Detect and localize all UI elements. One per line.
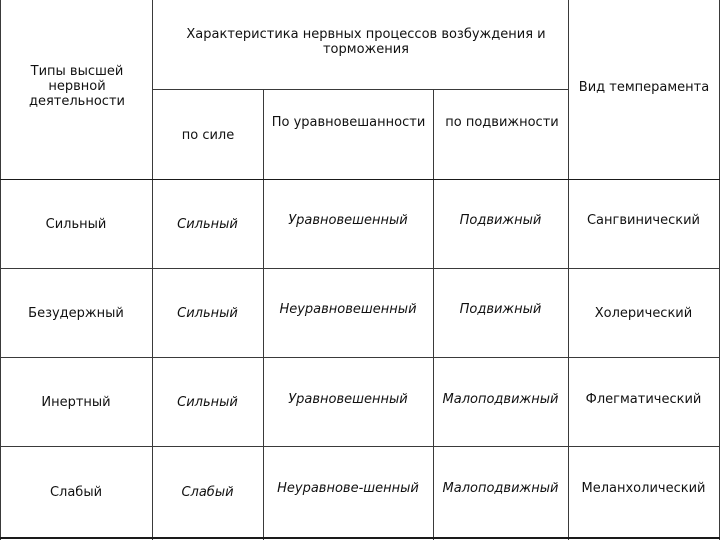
- header-characteristic: Характеристика нервных процессов возбуждения и торможения: [186, 27, 546, 57]
- row2-mobility: Подвижный: [459, 302, 542, 317]
- row4-strength: Слабый: [181, 485, 234, 500]
- header-mobility: по подвижности: [445, 115, 559, 130]
- header-types: Типы высшей нервной деятельности: [29, 64, 125, 109]
- row3-strength: Сильный: [177, 395, 238, 410]
- header-strength: по силе: [181, 128, 235, 143]
- subheader-divider: [152, 89, 568, 90]
- header-balance: По уравновешанности: [271, 115, 426, 130]
- left-border: [0, 0, 1, 540]
- row4-temperament: Меланхолический: [581, 481, 706, 496]
- row-divider-3: [0, 446, 720, 447]
- header-temperament: Вид темперамента: [578, 80, 710, 95]
- bottom-border: [0, 537, 720, 539]
- col-divider-1: [152, 0, 153, 540]
- row4-balance: Неуравнове-шенный: [277, 481, 419, 496]
- row2-strength: Сильный: [177, 306, 238, 321]
- row3-mobility: Малоподвижный: [442, 392, 559, 407]
- row4-type: Слабый: [49, 485, 103, 500]
- col-divider-4: [568, 0, 569, 540]
- row2-balance: Неуравновешенный: [279, 302, 417, 317]
- row1-mobility: Подвижный: [459, 213, 542, 228]
- row1-type: Сильный: [45, 217, 107, 232]
- row1-balance: Уравновешенный: [288, 213, 408, 228]
- row3-type: Инертный: [41, 395, 111, 410]
- row1-temperament: Сангвинический: [586, 213, 700, 228]
- row3-balance: Уравновешенный: [288, 392, 408, 407]
- row3-temperament: Флегматический: [585, 392, 702, 407]
- row-divider-1: [0, 268, 720, 269]
- row1-strength: Сильный: [177, 217, 238, 232]
- row4-mobility: Малоподвижный: [442, 481, 559, 496]
- row-divider-2: [0, 357, 720, 358]
- row2-temperament: Холерический: [594, 306, 693, 321]
- header-bottom-border: [0, 179, 720, 180]
- row2-type: Безудержный: [28, 306, 124, 321]
